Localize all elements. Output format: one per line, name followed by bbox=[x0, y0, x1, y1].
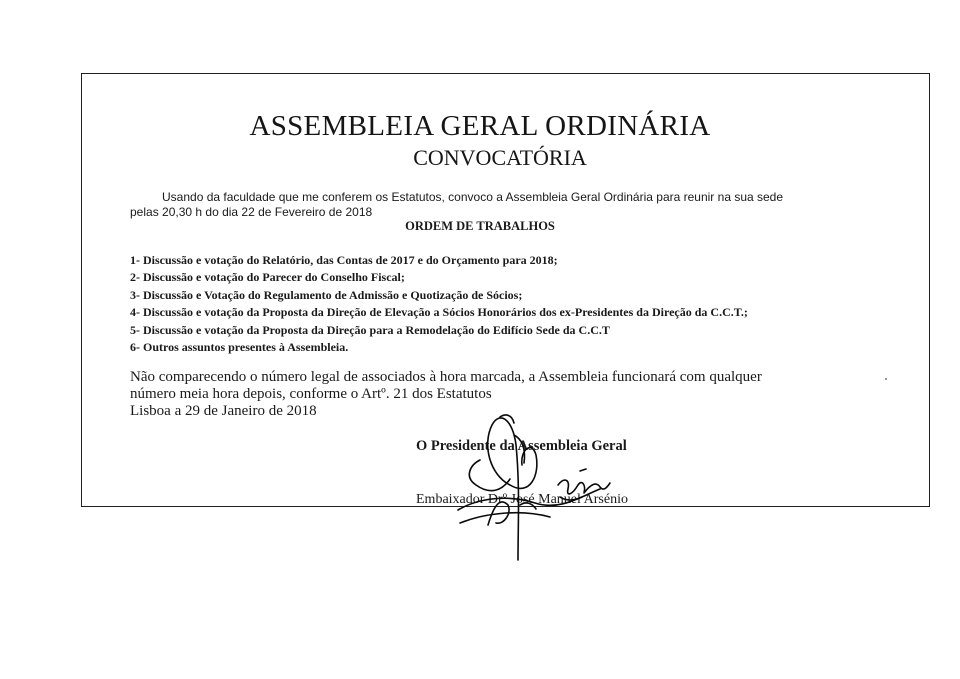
signatory-name: Embaixador Drº José Manuel Arsénio bbox=[416, 492, 628, 507]
agenda-item: 3- Discussão e Votação do Regulamento de Admissão e Quotização de Sócios; bbox=[130, 287, 523, 302]
agenda-item: 5- Discussão e votação da Proposta da Direção para a Remodelação do Edifício Sede da C.C.T bbox=[130, 322, 610, 337]
notice-line-1: Não comparecendo o número legal de associados à hora marcada, a Assembleia funcionará com qualquer bbox=[130, 369, 762, 385]
document-subtitle: CONVOCATÓRIA bbox=[413, 145, 587, 170]
intro-paragraph bbox=[130, 190, 820, 220]
notice-line-2: número meia hora depois, conforme o Artº. 21 dos Estatutos bbox=[130, 386, 492, 402]
agenda-list bbox=[130, 252, 850, 356]
intro-line-2: pelas 20,30 h do dia 22 de Fevereiro de 2018 bbox=[130, 205, 373, 219]
agenda-item: 2- Discussão e votação do Parecer do Conselho Fiscal; bbox=[130, 270, 405, 285]
agenda-item: 6- Outros assuntos presentes à Assembleia. bbox=[130, 340, 349, 355]
place-date: Lisboa a 29 de Janeiro de 2018 bbox=[130, 403, 317, 419]
scan-speck bbox=[885, 378, 887, 380]
agenda-item: 1- Discussão e votação do Relatório, das Contas de 2017 e do Orçamento para 2018; bbox=[130, 253, 558, 267]
intro-line-1: Usando da faculdade que me conferem os Estatutos, convoco a Assembleia Geral Ordinária para reunir na sua sede bbox=[162, 190, 784, 204]
handwritten-signature bbox=[440, 405, 630, 565]
document-title: ASSEMBLEIA GERAL ORDINÁRIA bbox=[249, 110, 711, 142]
signatory-title: O Presidente da Assembleia Geral bbox=[416, 438, 627, 454]
agenda-item: 4- Discussão e votação da Proposta da Direção de Elevação a Sócios Honorários dos ex-Presidentes da Direção da C.C.T.; bbox=[130, 305, 748, 320]
agenda-heading: ORDEM DE TRABALHOS bbox=[405, 219, 555, 233]
